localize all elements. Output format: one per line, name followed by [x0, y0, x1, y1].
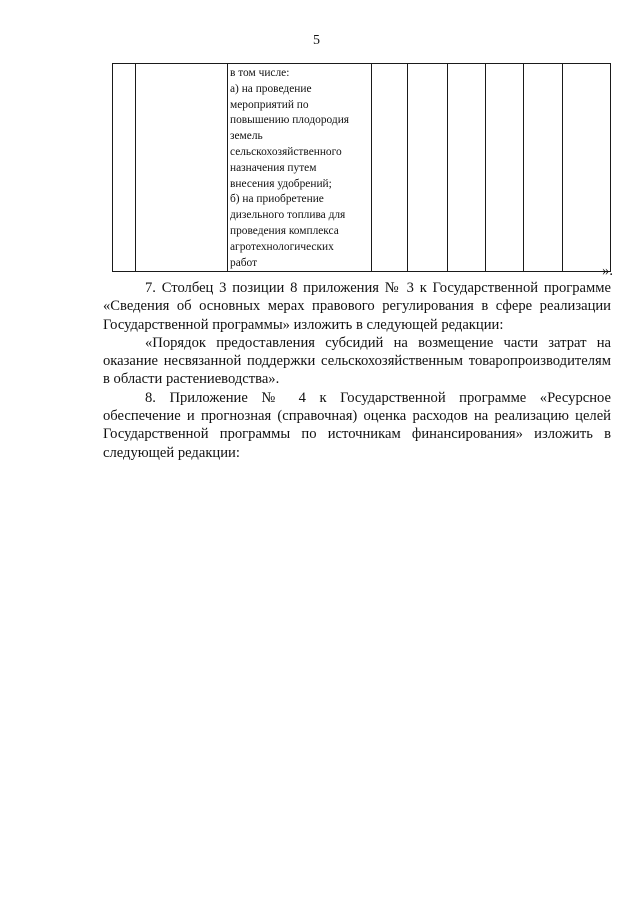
- closing-quote-mark: ».: [602, 263, 613, 279]
- cell-text-line: агротехнологических: [230, 240, 334, 253]
- table-row: [113, 64, 611, 272]
- cell-text-line: назначения путем: [230, 161, 317, 174]
- document-body: [103, 279, 611, 462]
- paragraph-item-8: 8. Приложение № 4 к Государственной программе «Ресурсное обеспечение и прогнозная (справочная) оценка расходов на реализацию целей Государственной программы по источникам финансирования» изложить в следующей редакции:: [103, 389, 611, 461]
- cell-text-line: земель: [230, 130, 263, 143]
- table-cell-value: [486, 64, 524, 272]
- cell-text-line: б) на приобретение: [230, 193, 324, 206]
- cell-text-line: внесения удобрений;: [230, 177, 332, 190]
- cell-text-line: сельскохозяйственного: [230, 145, 342, 158]
- table-cell-value: [563, 64, 611, 272]
- table-cell-value: [408, 64, 448, 272]
- cell-text-line: мероприятий по: [230, 98, 309, 111]
- cell-text-line: а) на проведение: [230, 82, 312, 95]
- cell-text-line: проведения комплекса: [230, 224, 339, 237]
- table-cell-name: [136, 64, 228, 272]
- paragraph-quoted-procedure: «Порядок предоставления субсидий на возмещение части затрат на оказание несвязанной поддержки сельскохозяйственным товаропроизводителям в области растениеводства».: [103, 334, 611, 388]
- cell-text-line: повышению плодородия: [230, 114, 350, 127]
- page-number: 5: [313, 33, 320, 48]
- table-cell-value: [448, 64, 486, 272]
- paragraph-item-7: 7. Столбец 3 позиции 8 приложения № 3 к Государственной программе «Сведения об основных мерах правового регулирования в сфере реализации Государственной программы» изложить в следующей редакции:: [103, 280, 611, 333]
- cell-text-line: дизельного топлива для: [230, 209, 346, 222]
- table-cell-value: [372, 64, 408, 272]
- table-cell-indicator-description: [228, 64, 372, 272]
- table-cell-value: [524, 64, 563, 272]
- table-cell-number: [113, 64, 136, 272]
- appendix-table-fragment: [112, 63, 611, 272]
- cell-text-line: работ: [230, 256, 258, 269]
- cell-text-line: в том числе:: [230, 67, 290, 79]
